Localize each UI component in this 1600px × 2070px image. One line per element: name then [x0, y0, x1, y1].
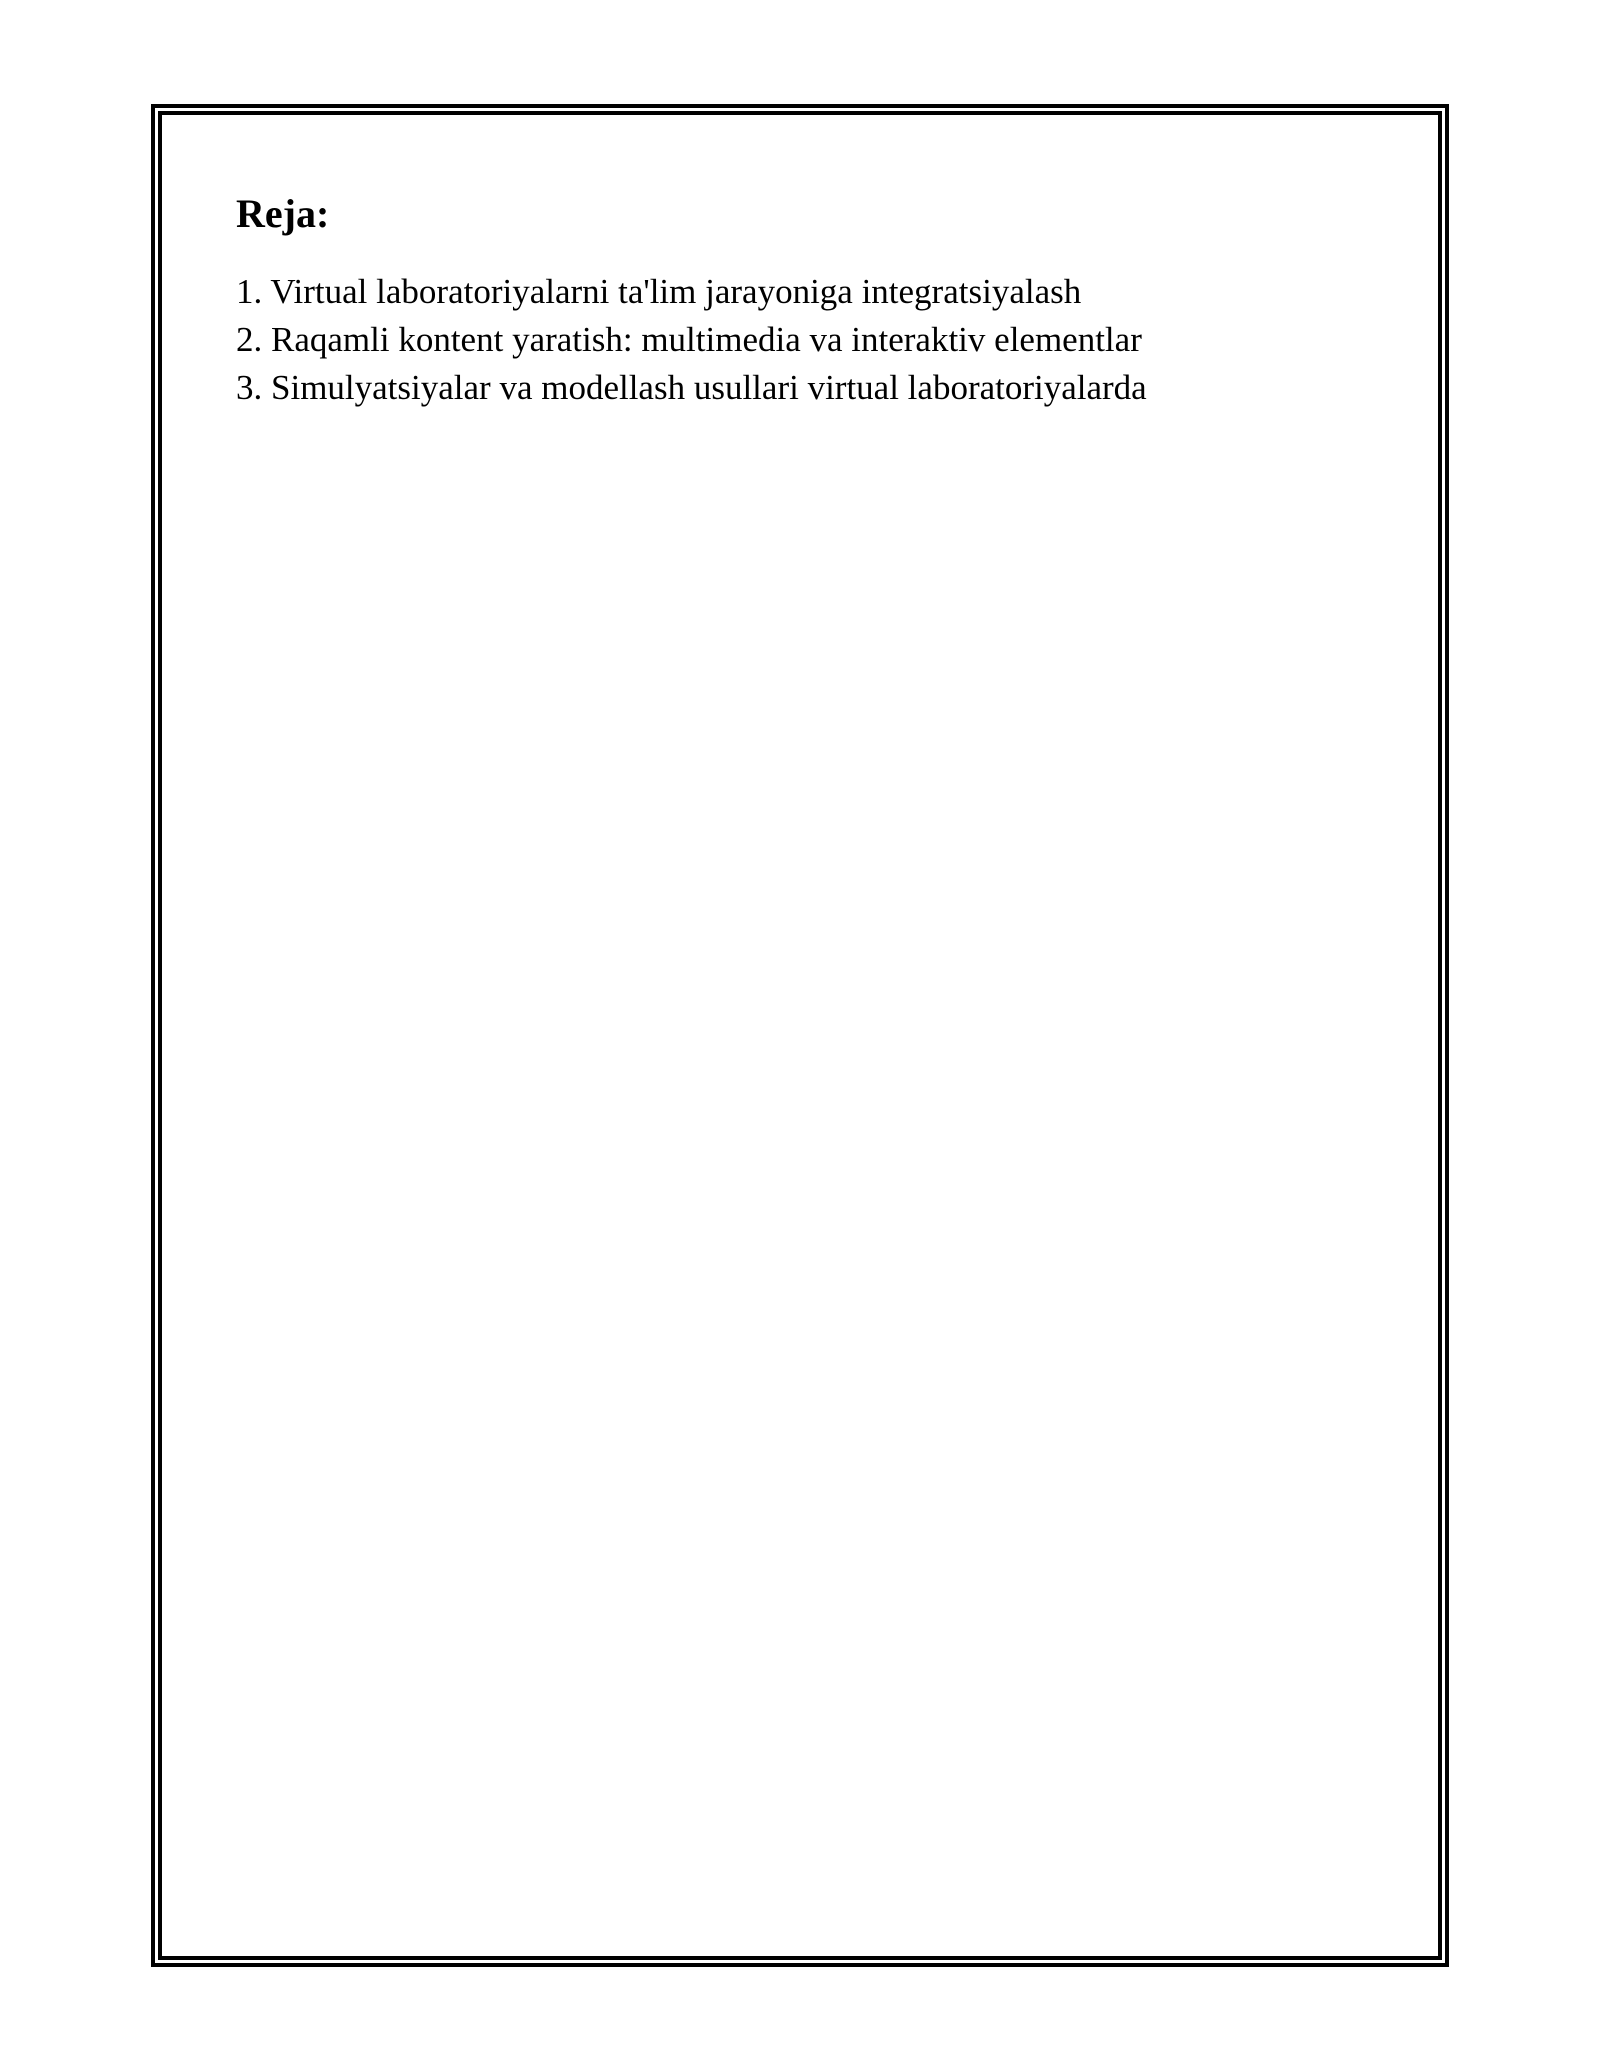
- plan-list: [236, 268, 1386, 412]
- plan-item-3: 3. Simulyatsiyalar va modellash usullari virtual laboratoriyalarda: [236, 368, 1147, 407]
- plan-item-2: 2. Raqamli kontent yaratish: multimedia va interaktiv elementlar: [236, 320, 1142, 359]
- page-content: [236, 186, 1386, 412]
- plan-item-1: 1. Virtual laboratoriyalarni ta'lim jarayoniga integratsiyalash: [236, 272, 1082, 311]
- page-title: Reja:: [236, 191, 330, 236]
